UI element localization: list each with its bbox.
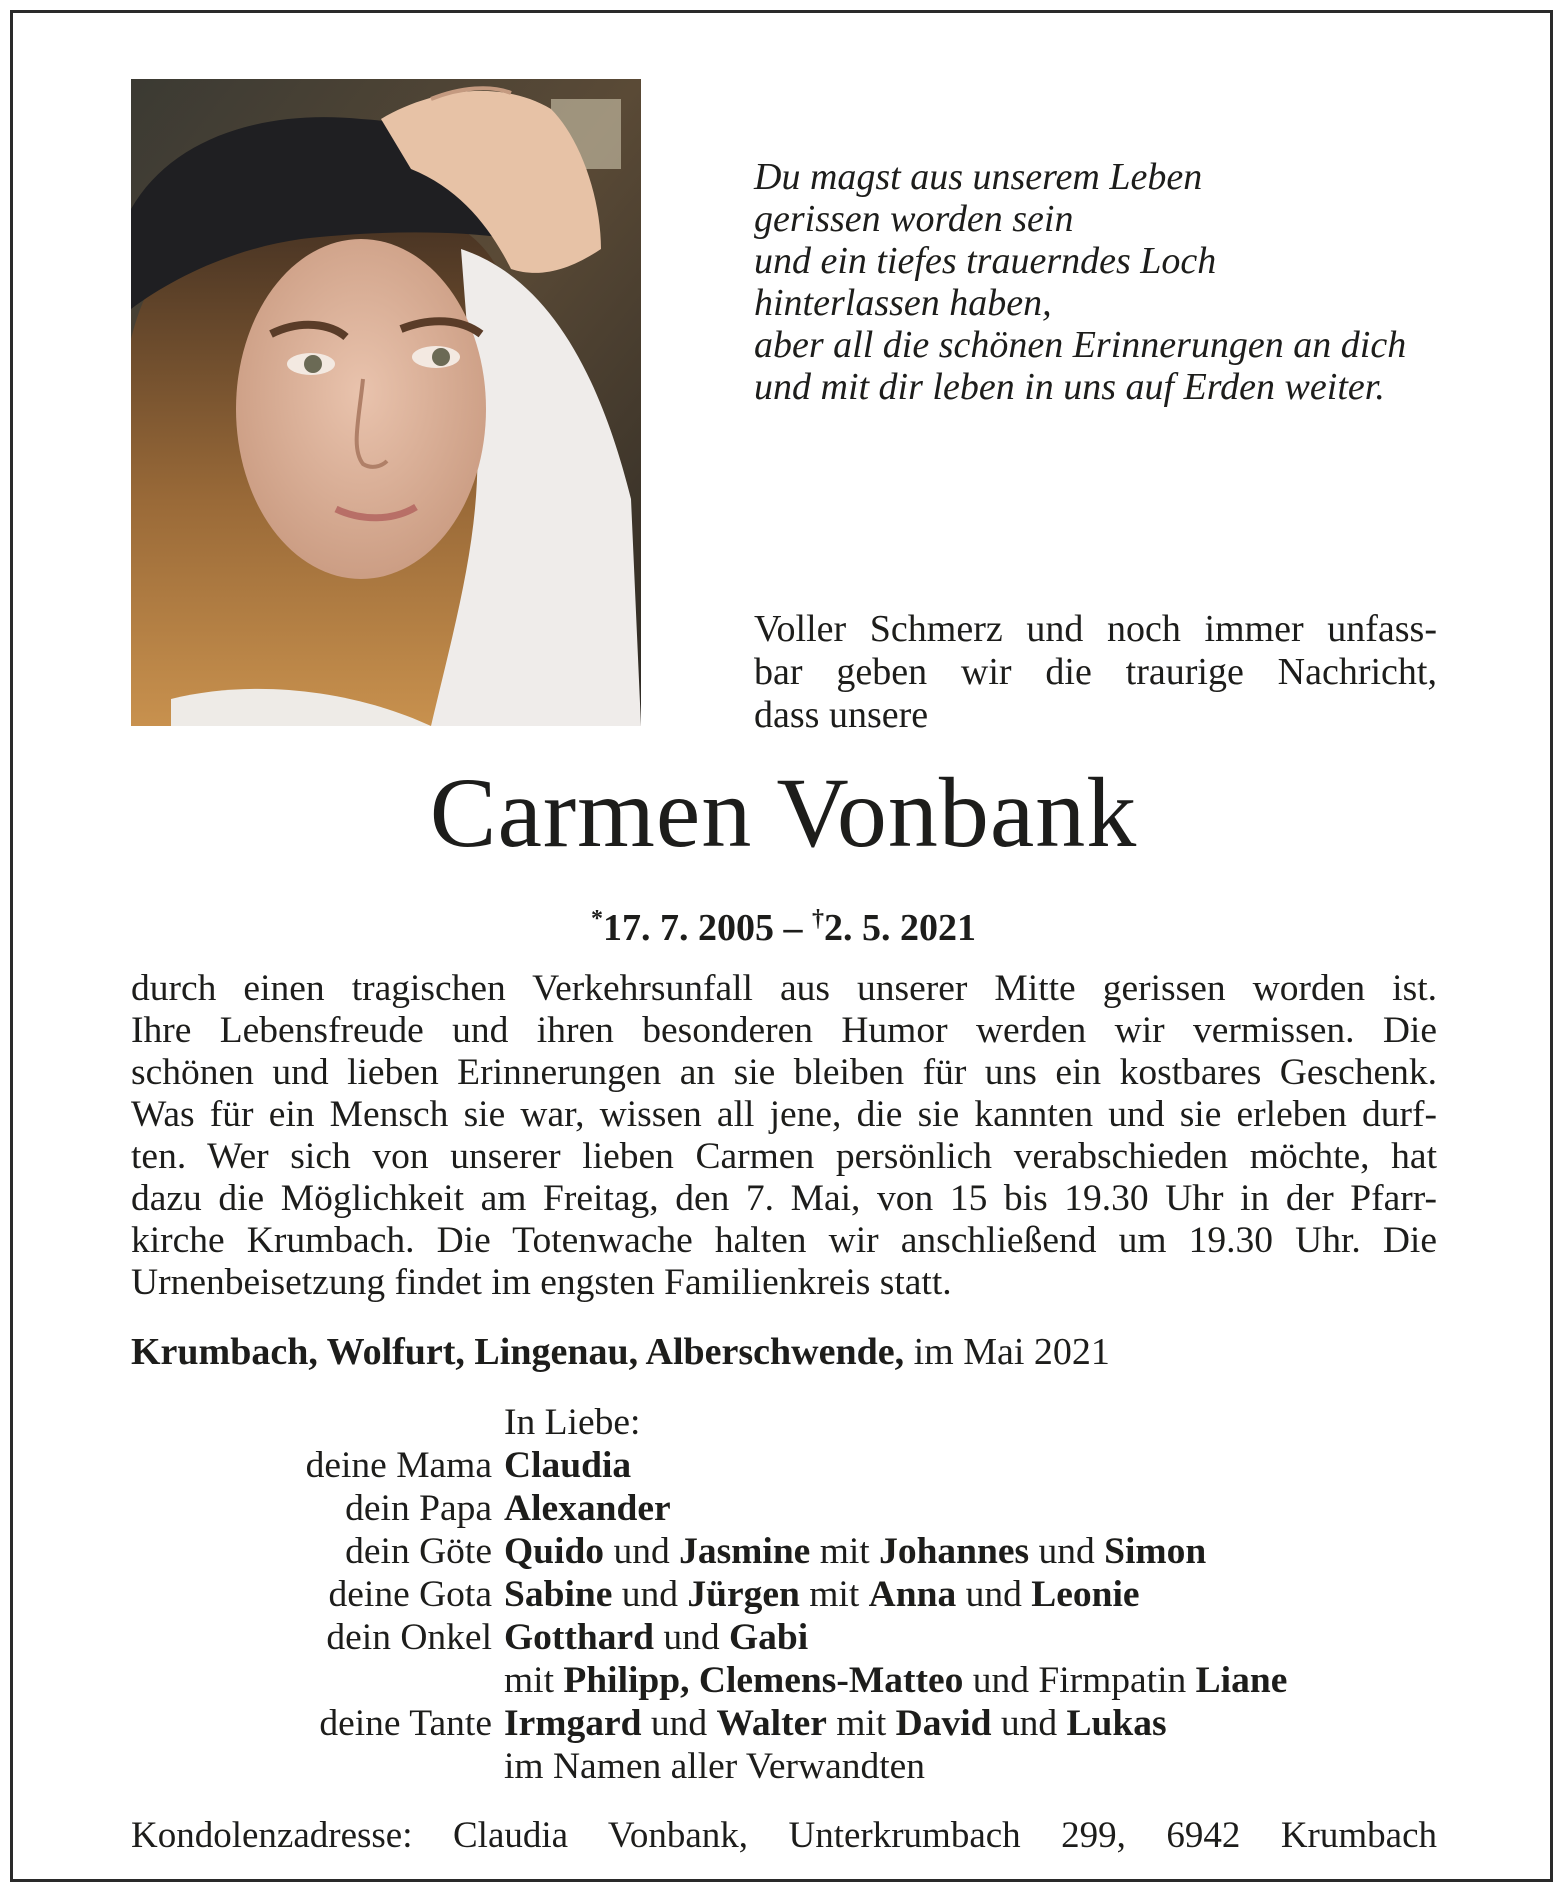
family-names bbox=[504, 1616, 808, 1659]
family-connector: und bbox=[604, 1531, 680, 1572]
family-member-name: Anna bbox=[868, 1574, 957, 1615]
family-role: deine Mama bbox=[305, 1445, 492, 1486]
family-connector: und bbox=[956, 1574, 1032, 1615]
family-names bbox=[504, 1702, 1167, 1745]
death-date: 2. 5. 2021 bbox=[824, 907, 976, 949]
family-connector: mit bbox=[504, 1660, 564, 1701]
family-connector: mit bbox=[826, 1703, 896, 1744]
family-row bbox=[150, 1616, 1450, 1659]
family-member-name: Gabi bbox=[729, 1617, 809, 1658]
family-row bbox=[150, 1530, 1450, 1573]
announcement-line: schönen und lieben Erinnerungen an sie bleiben für uns ein kostbares Geschenk. bbox=[131, 1052, 1437, 1093]
family-connector: im Namen aller Verwandten bbox=[504, 1746, 926, 1787]
deceased-name: Carmen Vonbank bbox=[429, 757, 1138, 868]
family-connector: und bbox=[641, 1703, 717, 1744]
death-cross-icon: † bbox=[812, 906, 824, 932]
family-member-name: Johannes bbox=[879, 1531, 1030, 1572]
announcement-line: kirche Krumbach. Die Totenwache halten wir anschließend um 19.30 Uhr. Die bbox=[131, 1220, 1437, 1261]
family-row bbox=[150, 1573, 1450, 1616]
family-role: deine Tante bbox=[319, 1703, 492, 1744]
intro-line: bar geben wir die traurige Nachricht, bbox=[754, 651, 1437, 693]
family-role bbox=[150, 1745, 504, 1788]
family-names bbox=[504, 1745, 925, 1788]
family-member-name: Irmgard bbox=[504, 1703, 642, 1744]
family-row bbox=[150, 1659, 1450, 1702]
poem-line: und mit dir leben in uns auf Erden weiter. bbox=[754, 366, 1385, 408]
family-connector: und bbox=[612, 1574, 688, 1615]
family-connector: und bbox=[1029, 1531, 1105, 1572]
intro-line: Voller Schmerz und noch immer unfass- bbox=[754, 608, 1437, 650]
family-member-name: Quido bbox=[504, 1531, 605, 1572]
family-role: dein Papa bbox=[345, 1488, 492, 1529]
announcement-line: durch einen tragischen Verkehrsunfall aus unserer Mitte gerissen worden ist. bbox=[131, 968, 1437, 1009]
family-names bbox=[504, 1444, 631, 1487]
family-role: dein Göte bbox=[345, 1531, 492, 1572]
family-names bbox=[504, 1487, 671, 1530]
date: im Mai 2021 bbox=[913, 1331, 1110, 1373]
announcement-line: Was für ein Mensch sie war, wissen all jene, die sie kannten und sie erleben durf- bbox=[131, 1094, 1437, 1135]
family-row bbox=[150, 1702, 1450, 1745]
portrait-photo bbox=[131, 79, 641, 726]
life-dates bbox=[0, 897, 1567, 950]
family-names bbox=[504, 1530, 1206, 1573]
family-member-name: David bbox=[895, 1703, 992, 1744]
announcement-line: ten. Wer sich von unserer lieben Carmen persönlich verabschieden möchte, hat bbox=[131, 1136, 1437, 1177]
date-separator: – bbox=[783, 907, 803, 949]
family-member-name: Alexander bbox=[504, 1488, 671, 1529]
announcement-line: dazu die Möglichkeit am Freitag, den 7. Mai, von 15 bis 19.30 Uhr in der Pfarr- bbox=[131, 1178, 1437, 1219]
family-row bbox=[150, 1745, 1450, 1788]
family-member-name: Philipp, Clemens-Matteo bbox=[563, 1660, 964, 1701]
birth-star-icon: * bbox=[591, 906, 603, 932]
family-member-name: Lukas bbox=[1066, 1703, 1167, 1744]
poem-line: hinterlassen haben, bbox=[754, 282, 1052, 324]
announcement-line: Urnenbeisetzung findet im engsten Familienkreis statt. bbox=[131, 1262, 952, 1303]
family-list bbox=[150, 1401, 1450, 1788]
family-member-name: Liane bbox=[1195, 1660, 1288, 1701]
family-member-name: Jürgen bbox=[687, 1574, 800, 1615]
poem-line: Du magst aus unserem Leben bbox=[754, 156, 1203, 198]
family-role: dein Onkel bbox=[326, 1617, 492, 1658]
condolence-address: Kondolenzadresse: Claudia Vonbank, Unterkrumbach 299, 6942 Krumbach bbox=[131, 1815, 1437, 1856]
poem-line: gerissen worden sein bbox=[754, 198, 1074, 240]
family-role: deine Gota bbox=[328, 1574, 492, 1615]
poem-line: und ein tiefes trauerndes Loch bbox=[754, 240, 1217, 282]
family-connector: und bbox=[991, 1703, 1067, 1744]
family-role bbox=[150, 1659, 504, 1702]
family-member-name: Sabine bbox=[504, 1574, 613, 1615]
family-member-name: Walter bbox=[716, 1703, 827, 1744]
portrait-icon bbox=[131, 79, 641, 726]
family-row bbox=[150, 1487, 1450, 1530]
family-member-name: Gotthard bbox=[504, 1617, 654, 1658]
family-connector: und bbox=[654, 1617, 729, 1658]
family-member-name: Jasmine bbox=[679, 1531, 811, 1572]
family-connector: mit bbox=[799, 1574, 869, 1615]
family-member-name: Simon bbox=[1104, 1531, 1207, 1572]
announcement-text bbox=[131, 968, 1437, 1304]
announcement-line: Ihre Lebensfreude und ihren besonderen Humor werden wir vermissen. Die bbox=[131, 1010, 1437, 1051]
poem bbox=[754, 156, 1474, 408]
family-names bbox=[504, 1573, 1140, 1616]
places: Krumbach, Wolfurt, Lingenau, Alberschwende, bbox=[131, 1331, 905, 1373]
poem-line: aber all die schönen Erinnerungen an dich bbox=[754, 324, 1407, 366]
birth-date: 17. 7. 2005 bbox=[603, 907, 774, 949]
intro-text bbox=[754, 608, 1437, 737]
family-connector: mit bbox=[810, 1531, 880, 1572]
family-row bbox=[150, 1444, 1450, 1487]
family-heading-row bbox=[150, 1401, 1450, 1444]
family-names bbox=[504, 1659, 1287, 1702]
family-connector: und Firmpatin bbox=[963, 1660, 1196, 1701]
family-member-name: Claudia bbox=[504, 1445, 632, 1486]
family-heading: In Liebe: bbox=[504, 1402, 641, 1443]
intro-line: dass unsere bbox=[754, 694, 929, 736]
place-date bbox=[131, 1330, 1437, 1374]
family-member-name: Leonie bbox=[1031, 1574, 1140, 1615]
